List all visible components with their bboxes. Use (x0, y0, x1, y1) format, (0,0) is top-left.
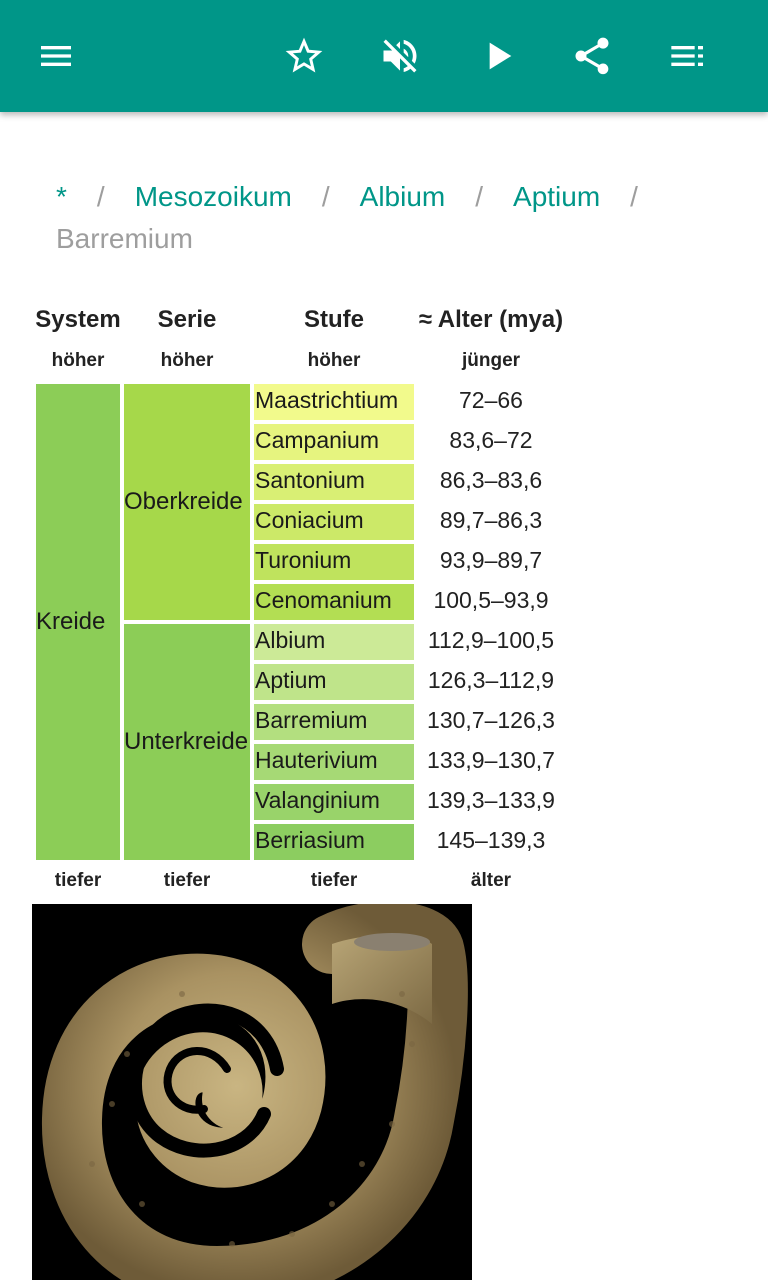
breadcrumb-albium[interactable]: Albium (359, 181, 446, 212)
top-label-alter: jünger (461, 350, 521, 371)
mute-button[interactable] (372, 28, 428, 84)
stage-cell[interactable]: Maastrichtium (254, 384, 414, 420)
bottom-label-alter: älter (470, 870, 512, 891)
breadcrumb-mesozoikum[interactable]: Mesozoikum (134, 181, 292, 212)
stage-cell[interactable]: Berriasium (254, 824, 414, 860)
stage-cell[interactable]: Campanium (254, 424, 414, 460)
favorite-button[interactable] (276, 28, 332, 84)
menu-button[interactable] (28, 28, 84, 84)
stage-cell[interactable]: Aptium (254, 664, 414, 700)
age-value: 130,7–126,3 (427, 707, 555, 733)
play-icon (478, 36, 518, 76)
menu-icon (36, 36, 76, 76)
age-value: 126,3–112,9 (427, 667, 555, 693)
header-alter: ≈ Alter (mya) (418, 306, 564, 333)
series-cell-oberkreide (124, 384, 250, 620)
age-value: 100,5–93,9 (433, 587, 549, 613)
series-label: Unterkreide (124, 728, 249, 755)
app-toolbar (0, 0, 768, 112)
breadcrumb-separator: / (321, 181, 330, 212)
volume-off-icon (378, 34, 422, 78)
play-button[interactable] (470, 28, 526, 84)
contents-button[interactable] (660, 28, 716, 84)
stage-cell[interactable]: Valanginium (254, 784, 414, 820)
stage-cell[interactable]: Cenomanium (254, 584, 414, 620)
series-cell-unterkreide (124, 624, 250, 860)
breadcrumb-separator: / (630, 181, 638, 212)
top-label-system: höher (51, 350, 105, 371)
share-icon (570, 34, 614, 78)
age-value: 72–66 (459, 387, 523, 413)
breadcrumb-separator: / (96, 181, 105, 212)
age-value: 86,3–83,6 (439, 467, 543, 493)
system-label: Kreide (36, 608, 106, 635)
top-label-stufe: höher (307, 350, 361, 371)
ammonite-fossil-image[interactable] (32, 904, 472, 1280)
share-button[interactable] (564, 28, 620, 84)
bottom-label-system: tiefer (54, 870, 102, 891)
age-value: 145–139,3 (436, 827, 546, 853)
stage-cell[interactable]: Barremium (254, 704, 414, 740)
playlist-icon (668, 36, 708, 76)
stage-cell[interactable]: Hauterivium (254, 744, 414, 780)
series-label: Oberkreide (124, 488, 243, 515)
ammonite-illustration (32, 904, 472, 1280)
age-value: 83,6–72 (449, 427, 533, 453)
age-value: 89,7–86,3 (439, 507, 543, 533)
age-value: 133,9–130,7 (427, 747, 555, 773)
system-cell-kreide (36, 384, 120, 860)
stage-cell[interactable]: Turonium (254, 544, 414, 580)
bottom-label-serie: tiefer (163, 870, 211, 891)
header-serie: Serie (157, 306, 217, 333)
top-label-serie: höher (160, 350, 214, 371)
bottom-label-stufe: tiefer (310, 870, 358, 891)
breadcrumb-aptium[interactable]: Aptium (513, 181, 601, 212)
stage-cell[interactable]: Coniacium (254, 504, 414, 540)
breadcrumb-separator: / (475, 181, 484, 212)
star-icon (282, 34, 326, 78)
header-system: System (35, 306, 121, 333)
header-stufe: Stufe (304, 306, 364, 333)
age-value: 93,9–89,7 (439, 547, 543, 573)
stage-cell[interactable]: Santonium (254, 464, 414, 500)
breadcrumb (56, 176, 716, 260)
age-value: 112,9–100,5 (427, 627, 555, 653)
breadcrumb-root[interactable]: * (56, 181, 67, 212)
breadcrumb-current: Barremium (56, 223, 193, 254)
age-value: 139,3–133,9 (427, 787, 555, 813)
stage-cell[interactable]: Albium (254, 624, 414, 660)
